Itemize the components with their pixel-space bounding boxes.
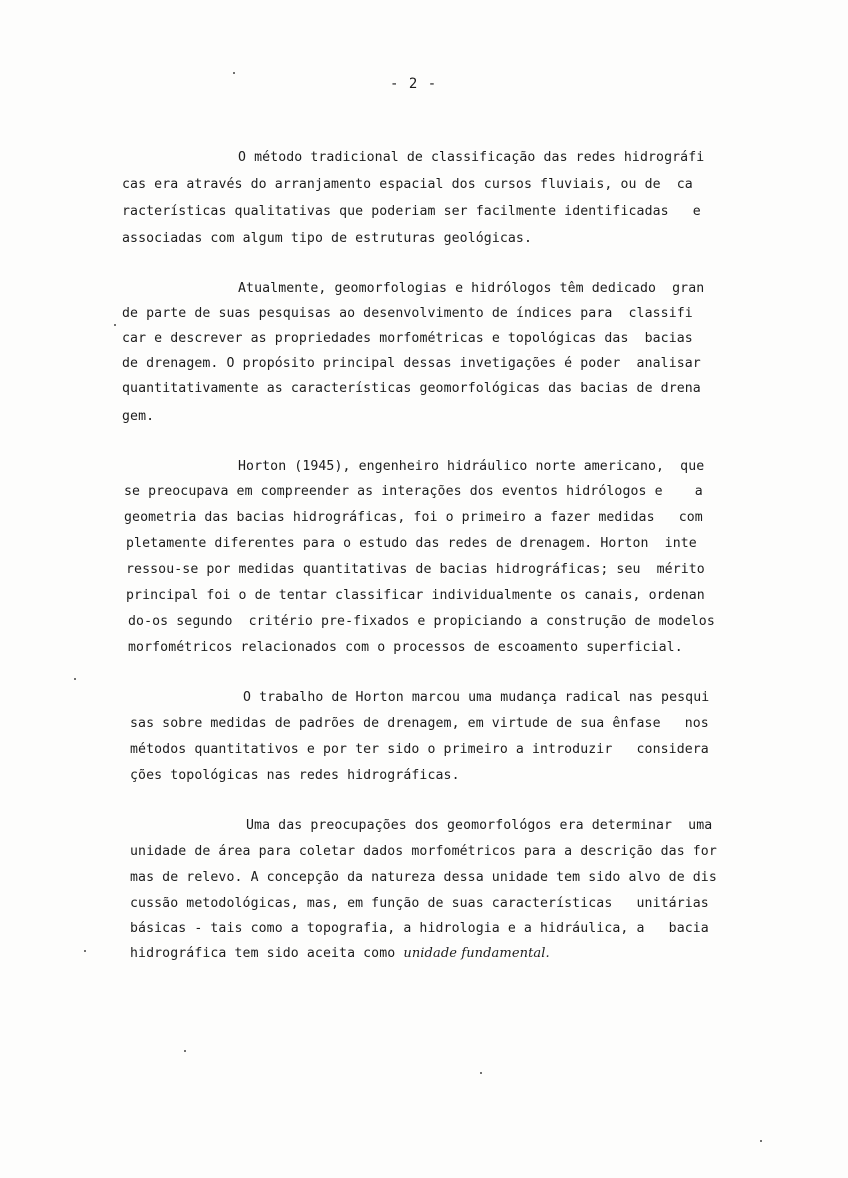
- paragraph-3-line-5: ressou-se por medidas quantitativas de bacias hidrográficas; seu mérito: [126, 562, 705, 577]
- paragraph-5-line-5: básicas - tais como a topografia, a hidrologia e a hidráulica, a bacia: [130, 921, 709, 936]
- paragraph-5-line-6-italic: unidade fundamental.: [403, 946, 550, 961]
- paragraph-3-line-3: geometria das bacias hidrográficas, foi o primeiro a fazer medidas com: [124, 510, 703, 525]
- paragraph-1-line-2: cas era através do arranjamento espacial dos cursos fluviais, ou de ca: [122, 177, 693, 192]
- paragraph-4-line-1: O trabalho de Horton marcou uma mudança radical nas pesqui: [243, 690, 710, 705]
- paragraph-2-line-2: de parte de suas pesquisas ao desenvolvimento de índices para classifi: [122, 306, 693, 321]
- paragraph-1-line-3: racterísticas qualitativas que poderiam ser facilmente identificadas e: [122, 204, 701, 219]
- scan-speck: [84, 950, 86, 952]
- scan-speck: [114, 324, 116, 326]
- paragraph-2-line-1: Atualmente, geomorfologias e hidrólogos têm dedicado gran: [238, 281, 705, 296]
- paragraph-5-line-4: cussão metodológicas, mas, em função de suas características unitárias: [130, 896, 709, 911]
- paragraph-4-line-4: ções topológicas nas redes hidrográficas.: [130, 768, 460, 783]
- paragraph-1-line-1: O método tradicional de classificação das redes hidrográfi: [238, 150, 705, 165]
- paragraph-5-line-3: mas de relevo. A concepção da natureza dessa unidade tem sido alvo de dis: [130, 870, 717, 885]
- paragraph-3-line-8: morfométricos relacionados com o processos de escoamento superficial.: [128, 640, 683, 655]
- paragraph-5-line-6-text: hidrográfica tem sido aceita como: [130, 946, 404, 961]
- paragraph-5-line-2: unidade de área para coletar dados morfométricos para a descrição das for: [130, 844, 717, 859]
- paragraph-4-line-3: métodos quantitativos e por ter sido o primeiro a introduzir considera: [130, 742, 709, 757]
- scan-speck: [480, 1072, 482, 1074]
- paragraph-5-line-1: Uma das preocupações dos geomorfológos era determinar uma: [246, 818, 713, 833]
- paragraph-3-line-2: se preocupava em compreender as interações dos eventos hidrólogos e a: [124, 484, 703, 499]
- paragraph-2-line-4: de drenagem. O propósito principal dessas invetigações é poder analisar: [122, 356, 701, 371]
- scan-speck: [760, 1140, 762, 1142]
- scan-speck: [233, 72, 235, 74]
- paragraph-2-line-3: car e descrever as propriedades morfométricas e topológicas das bacias: [122, 331, 693, 346]
- scan-speck: [184, 1050, 186, 1052]
- paragraph-2-line-5: quantitativamente as características geomorfológicas das bacias de drena: [122, 381, 701, 396]
- paragraph-3-line-4: pletamente diferentes para o estudo das redes de drenagem. Horton inte: [126, 536, 697, 551]
- paragraph-3-line-1: Horton (1945), engenheiro hidráulico norte americano, que: [238, 459, 705, 474]
- paragraph-4-line-2: sas sobre medidas de padrões de drenagem, em virtude de sua ênfase nos: [130, 716, 709, 731]
- paragraph-2-line-6: gem.: [122, 409, 155, 424]
- page-number: - 2 -: [390, 76, 438, 92]
- paragraph-1-line-4: associadas com algum tipo de estruturas geológicas.: [122, 231, 533, 246]
- paragraph-3-line-6: principal foi o de tentar classificar individualmente os canais, ordenan: [126, 588, 705, 603]
- scan-speck: [74, 678, 76, 680]
- paragraph-5-line-6: [130, 946, 550, 961]
- paragraph-3-line-7: do-os segundo critério pre-fixados e propiciando a construção de modelos: [128, 614, 715, 629]
